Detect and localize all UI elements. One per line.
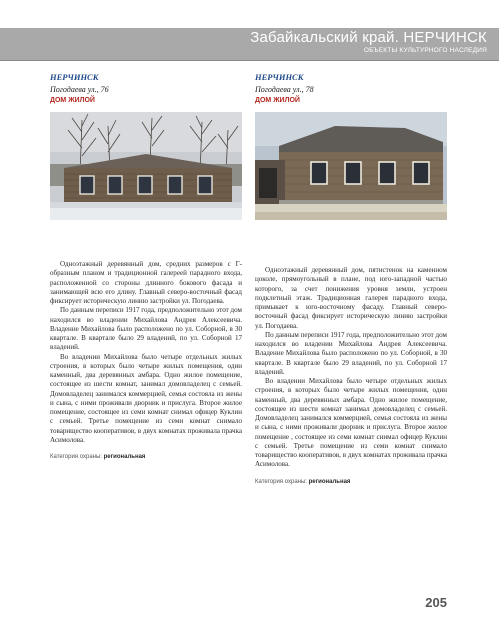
protection-category-label: Категория охраны: <box>50 454 102 460</box>
protection-category <box>255 479 447 485</box>
entry-right <box>255 72 447 485</box>
protection-category-value: региональная <box>308 478 351 485</box>
description-paragraph: Во владении Михайлова было четыре отдельных жилых строения, в которых было четыре жилых помещения, один каменный, два деревянных амбара. Одно жилое помещение, состоящее из шести комнат, занимал домовладелец с семьей. Домовладелец занимался коммерцией, семья состояла из жены и сына, с ними проживали дворник и прислуга. Второе жилое помещение, состоящее из семи комнат снимал офицер Куклин с семьей. Третье помещение из семи комнат снимало товарищество кооперативов, в двух комнатах проживала прачка Асимолова. <box>50 352 242 444</box>
entry-address: Погодаева ул., 78 <box>255 85 314 94</box>
house-photo-right-image <box>255 112 447 220</box>
protection-category-value: региональная <box>103 454 146 460</box>
description-paragraph: Во владении Михайлова было четыре отдельных жилых строения, в которых было четыре жилых помещения, один каменный, два деревянных амбара. Одно жилое помещение, состоящее из шести комнат занимал домовладелец с семьей. Домовладелец занимался коммерцией, семья состояла из жены и сына, с ними проживали дворник и прислуга. Второе жилое помещение , состоящее из семи комнат снимал офицер Куклин с семьей. Третье помещение из семи комнат снимало товарищество кооперативов, в двух комнатах проживала прачка Асимолова. <box>255 377 447 469</box>
house-photo-left-image <box>50 112 242 220</box>
page-title: Забайкальский край. НЕРЧИНСК <box>250 29 487 46</box>
entry-object-type: ДОМ ЖИЛОЙ <box>255 97 300 104</box>
entry-address: Погодаева ул., 76 <box>50 85 109 94</box>
house-photo-right <box>255 112 447 220</box>
page-number: 205 <box>425 595 447 610</box>
entry-city: НЕРЧИНСК <box>255 72 304 82</box>
page-subtitle: ОБЪЕКТЫ КУЛЬТУРНОГО НАСЛЕДИЯ <box>363 47 487 54</box>
description-paragraph: Одноэтажный деревянный дом, средних размеров с Г-образным планом и традиционной галереей парадного входа, расположенной со стороны длинного бокового фасада и занимающей всю его длину. Главный северо-восточный фасад фиксирует историческую линию застройки ул. Погодаева. <box>50 260 242 305</box>
description-paragraph: По данным переписи 1917 года, предположительно этот дом находился во владении Михайлова Андрея Алексеевича. Владение Михайлова было расположено по ул. Соборной, в 30 квартале. В квартале было 29 владений, по ул. Соборной 17 владений. <box>50 306 242 352</box>
description-paragraph: Одноэтажный деревянный дом, пятистенок на каменном цоколе, прямоугольный в плане, под юго-западной частью которого, за счет понижения уровня земли, устроен подклетный этаж. Традиционная галерея парадного входа, примыкает к юго-восточному фасаду. Главный северо-восточный фасад фиксирует историческую линию застройки ул. Погодаева. <box>255 266 447 330</box>
house-photo-left <box>50 112 242 220</box>
entry-city: НЕРЧИНСК <box>50 72 99 82</box>
header-rule <box>0 60 499 61</box>
description-paragraph: По данным переписи 1917 года, предположительно этот дом находился во владении Михайлова Андрея Алексеевича. Владение Михайлова было расположено по ул. Соборной, в 30 квартале. В квартале было 29 владений, по ул. Соборной 17 владений. <box>255 330 447 376</box>
protection-category-label: Категория охраны: <box>255 478 307 485</box>
entry-description <box>255 266 447 470</box>
entry-object-type: ДОМ ЖИЛОЙ <box>50 97 95 104</box>
entry-left <box>50 72 242 460</box>
entry-description <box>50 260 242 445</box>
protection-category <box>50 454 242 460</box>
